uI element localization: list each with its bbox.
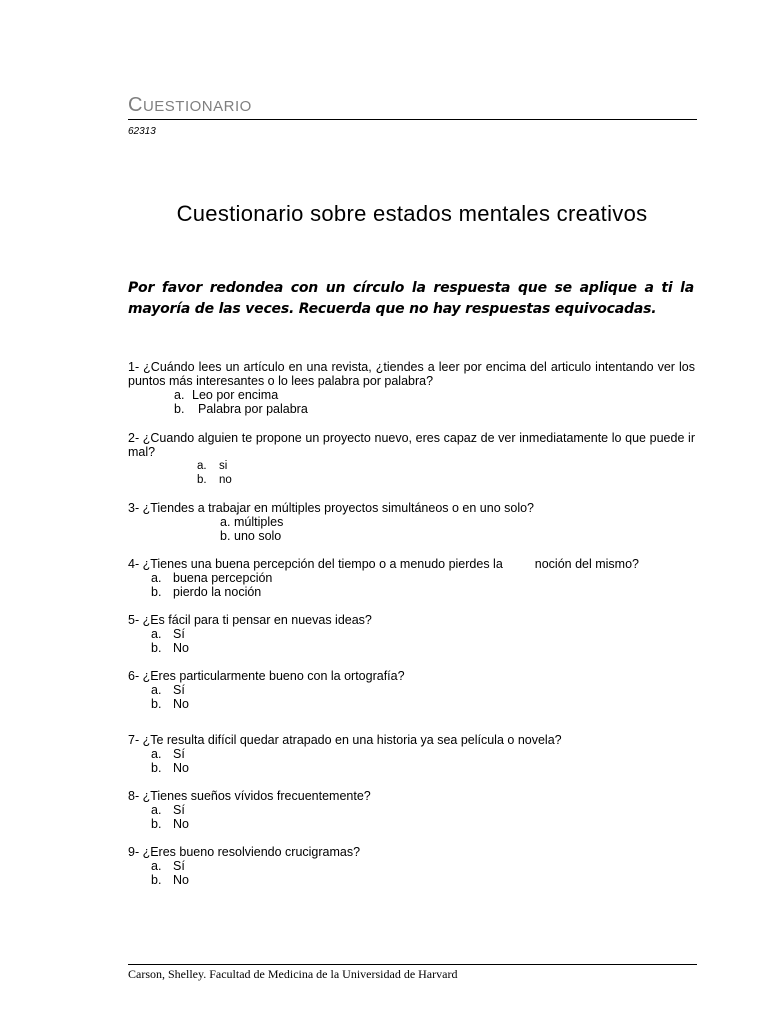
question-4 [128, 557, 695, 599]
question-text: 9- ¿Eres bueno resolviendo crucigramas? [128, 845, 361, 859]
option-1a[interactable]: a. Leo por encima [174, 388, 279, 402]
option-3b[interactable]: b. uno solo [220, 529, 282, 543]
question-5 [128, 613, 695, 655]
option-5a[interactable]: a. Sí [151, 627, 185, 641]
header-rule [128, 119, 697, 120]
option-9b[interactable]: b. No [151, 873, 189, 887]
option-2b[interactable]: b. no [197, 474, 232, 486]
option-7b[interactable]: b. No [151, 761, 189, 775]
option-2a[interactable]: a. si [197, 460, 228, 472]
option-7a[interactable]: a. Sí [151, 747, 185, 761]
question-2 [128, 431, 695, 486]
question-6 [128, 669, 695, 711]
question-text: 5- ¿Es fácil para ti pensar en nuevas ideas? [128, 613, 372, 627]
option-3a[interactable]: a. múltiples [220, 515, 284, 529]
document-id: 62313 [128, 126, 156, 137]
option-8a[interactable]: a. Sí [151, 803, 185, 817]
question-1 [128, 360, 695, 416]
question-8 [128, 789, 695, 831]
question-text: 6- ¿Eres particularmente bueno con la ortografía? [128, 669, 405, 683]
question-3 [128, 501, 695, 543]
header-title: CUESTIONARIO [128, 94, 252, 116]
page-header [128, 94, 697, 137]
option-6b[interactable]: b. No [151, 697, 189, 711]
option-8b[interactable]: b. No [151, 817, 189, 831]
option-4b[interactable]: b. pierdo la noción [151, 585, 262, 599]
option-6a[interactable]: a. Sí [151, 683, 185, 697]
option-9a[interactable]: a. Sí [151, 859, 185, 873]
question-text: 3- ¿Tiendes a trabajar en múltiples proyectos simultáneos o en uno solo? [128, 501, 535, 515]
page-title: Cuestionario sobre estados mentales creativos [176, 201, 648, 226]
instructions-text: Por favor redondea con un círculo la respuesta que se aplique a ti la mayoría de las veces. Recuerda que no hay respuestas equivocadas. [128, 280, 694, 317]
option-1b[interactable]: b. Palabra por palabra [174, 402, 308, 416]
question-9 [128, 845, 695, 887]
page-footer [128, 964, 697, 982]
question-text: 2- ¿Cuando alguien te propone un proyecto nuevo, eres capaz de ver inmediatamente lo que puede ir mal? [128, 431, 695, 459]
question-text: 7- ¿Te resulta difícil quedar atrapado en una historia ya sea película o novela? [128, 733, 562, 747]
question-text: 1- ¿Cuándo lees un artículo en una revista, ¿tiendes a leer por encima del articulo intentando ver los puntos más interesantes o lo lees palabra por palabra? [128, 360, 695, 388]
question-7 [128, 733, 695, 775]
option-5b[interactable]: b. No [151, 641, 189, 655]
option-4a[interactable]: a. buena percepción [151, 571, 273, 585]
question-text: 4- ¿Tienes una buena percepción del tiempo o a menudo pierdes la noción del mismo? [128, 557, 639, 571]
footer-rule [128, 964, 697, 965]
footer-citation: Carson, Shelley. Facultad de Medicina de la Universidad de Harvard [128, 967, 458, 981]
question-text: 8- ¿Tienes sueños vívidos frecuentemente? [128, 789, 371, 803]
